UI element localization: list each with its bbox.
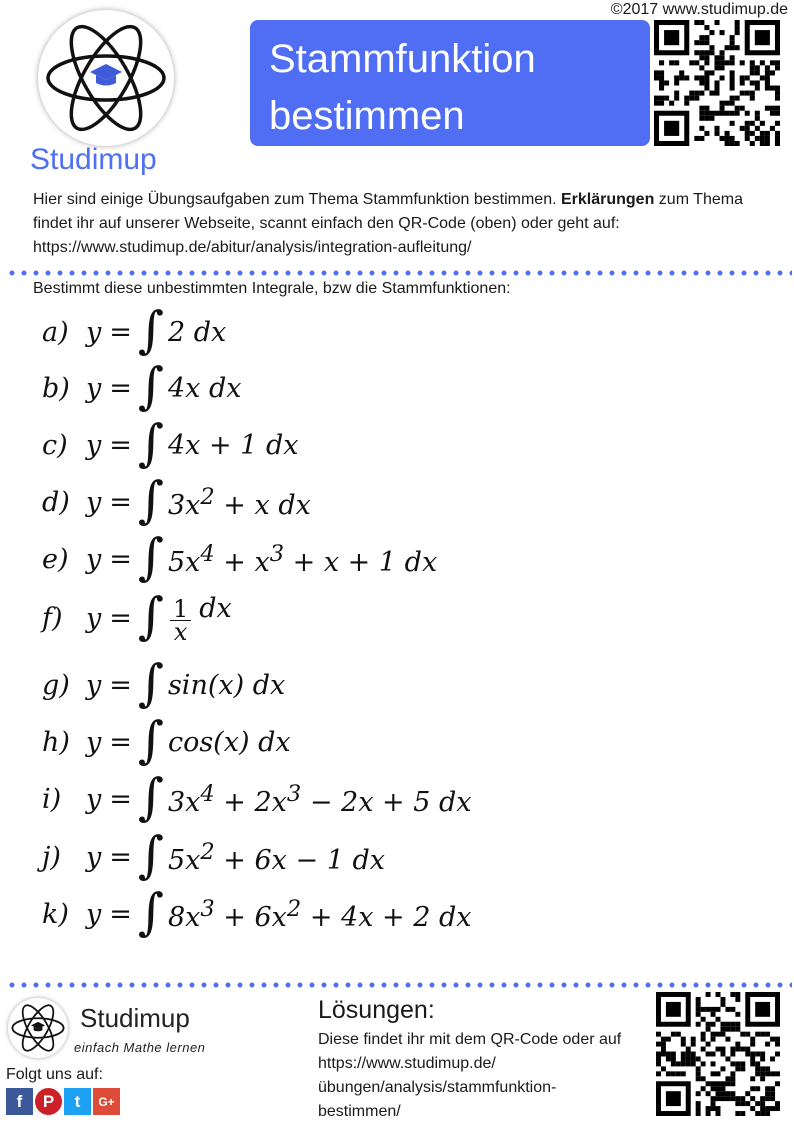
task-expression: $8x^3 + 6x^2 + 4x + 2$ dx [167,895,472,933]
fraction-denominator: x [173,618,188,646]
follow-us-label: Folgt uns auf: [6,1066,103,1083]
task-label: k) [42,898,69,930]
intro-text-end: zum Thema findet ihr auf unserer Webseite, scannt einfach den QR-Code (oben) oder geht auf: [33,191,743,232]
footer-brand: Studimup [80,1003,190,1033]
task-y: y [86,783,102,815]
task-equals: = [109,783,132,815]
intro-url[interactable]: https://www.studimup.de/abitur/analysis/integration-aufleitung/ [33,239,472,256]
task-equals: = [109,372,132,404]
task-expression: $3x^2 + x$ dx [167,483,311,521]
task-row [42,471,311,530]
integral-sign: ∫ [137,414,164,472]
task-row [42,357,242,416]
solutions-url-line-2[interactable]: übungen/analysis/stammfunktion- [318,1079,557,1096]
intro-text [33,188,773,260]
task-y: y [86,372,102,404]
brand-name: Studimup [30,143,157,176]
task-expression: 4x + 1 dx [167,429,299,461]
integral-sign: ∫ [137,826,164,884]
task-row [42,528,438,587]
task-equals: = [109,602,132,634]
copyright-notice: ©2017 www.studimup.de [610,1,788,18]
qr-code-top[interactable] [654,20,780,146]
qr-code-icon [656,992,780,1116]
dotted-divider-bottom [6,982,792,988]
task-label: f) [42,602,63,634]
intro-bold-word: Erklärungen [560,191,655,208]
task-label: j) [42,841,61,873]
integral-sign: ∫ [137,528,164,586]
title-banner [250,20,650,146]
task-y: y [86,429,102,461]
pinterest-icon[interactable]: P [35,1088,62,1115]
task-expression: cos(x) dx [167,726,291,758]
task-equals: = [109,486,132,518]
solutions-heading: Lösungen: [318,996,435,1024]
task-label: g) [42,669,70,701]
fraction [170,595,191,646]
task-label: h) [42,726,70,758]
task-y: y [86,726,102,758]
intro-text-start: Hier sind einige Übungsaufgaben zum Thema Stammfunktion bestimmen. [33,191,561,208]
task-expression [168,593,232,646]
task-equals: = [109,543,132,575]
atom-logo-icon [38,10,174,146]
qr-code-bottom[interactable] [656,992,780,1116]
studimup-logo [38,10,174,146]
solutions-line-1: Diese findet ihr mit dem QR-Code oder auf [318,1031,622,1048]
task-label: e) [42,543,69,575]
task-y: y [86,486,102,518]
task-y: y [86,602,102,634]
atom-logo-small-icon [8,998,68,1058]
integral-sign: ∫ [137,301,164,359]
task-label: a) [42,316,69,348]
task-y: y [86,316,102,348]
task-y: y [86,543,102,575]
task-expression: sin(x) dx [167,669,286,701]
task-expression: $3x^4 + 2x^3 - 2x + 5$ dx [167,780,472,818]
task-label: i) [42,783,62,815]
instruction-text: Bestimmt diese unbestimmten Integrale, bzw die Stammfunktionen: [33,280,511,297]
task-expression: 2 dx [167,316,227,348]
task-y: y [86,669,102,701]
task-equals: = [109,669,132,701]
qr-code-icon [654,20,780,146]
title-line-1: Stammfunktion [269,37,536,81]
integral-sign: ∫ [137,654,164,712]
integral-sign: ∫ [137,587,164,645]
solutions-url-line-1[interactable]: https://www.studimup.de/ [318,1055,496,1072]
task-row [42,587,232,646]
task-row [42,414,299,473]
solutions-text [318,1028,658,1124]
fraction-numerator: 1 [170,598,191,621]
integral-sign: ∫ [137,883,164,941]
title-line-2: bestimmen [269,94,465,138]
task-equals: = [109,841,132,873]
facebook-icon[interactable]: f [6,1088,33,1115]
task-expression: $5x^4 + x^3 + x + 1$ dx [167,540,438,578]
task-y: y [86,898,102,930]
task-label: d) [42,486,70,518]
task-row [42,768,472,827]
task-row [42,711,291,770]
twitter-icon[interactable]: t [64,1088,91,1115]
task-label: c) [42,429,68,461]
dotted-divider-top [6,270,792,276]
integral-sign: ∫ [137,711,164,769]
integral-sign: ∫ [137,768,164,826]
task-row [42,826,385,885]
solutions-url-line-3[interactable]: bestimmen/ [318,1103,401,1120]
task-y: y [86,841,102,873]
footer-logo [8,998,68,1058]
task-equals: = [109,316,132,348]
task-expression: $5x^2 + 6x - 1$ dx [167,838,385,876]
task-equals: = [109,429,132,461]
task-row [42,301,227,360]
task-row [42,654,286,713]
googleplus-icon[interactable]: G+ [93,1088,120,1115]
integral-sign: ∫ [137,357,164,415]
task-dx: dx [199,593,232,624]
integral-sign: ∫ [137,471,164,529]
footer-slogan: einfach Mathe lernen [74,1040,206,1055]
task-row [42,883,472,942]
task-equals: = [109,726,132,758]
task-expression: 4x dx [167,372,242,404]
task-label: b) [42,372,70,404]
task-equals: = [109,898,132,930]
